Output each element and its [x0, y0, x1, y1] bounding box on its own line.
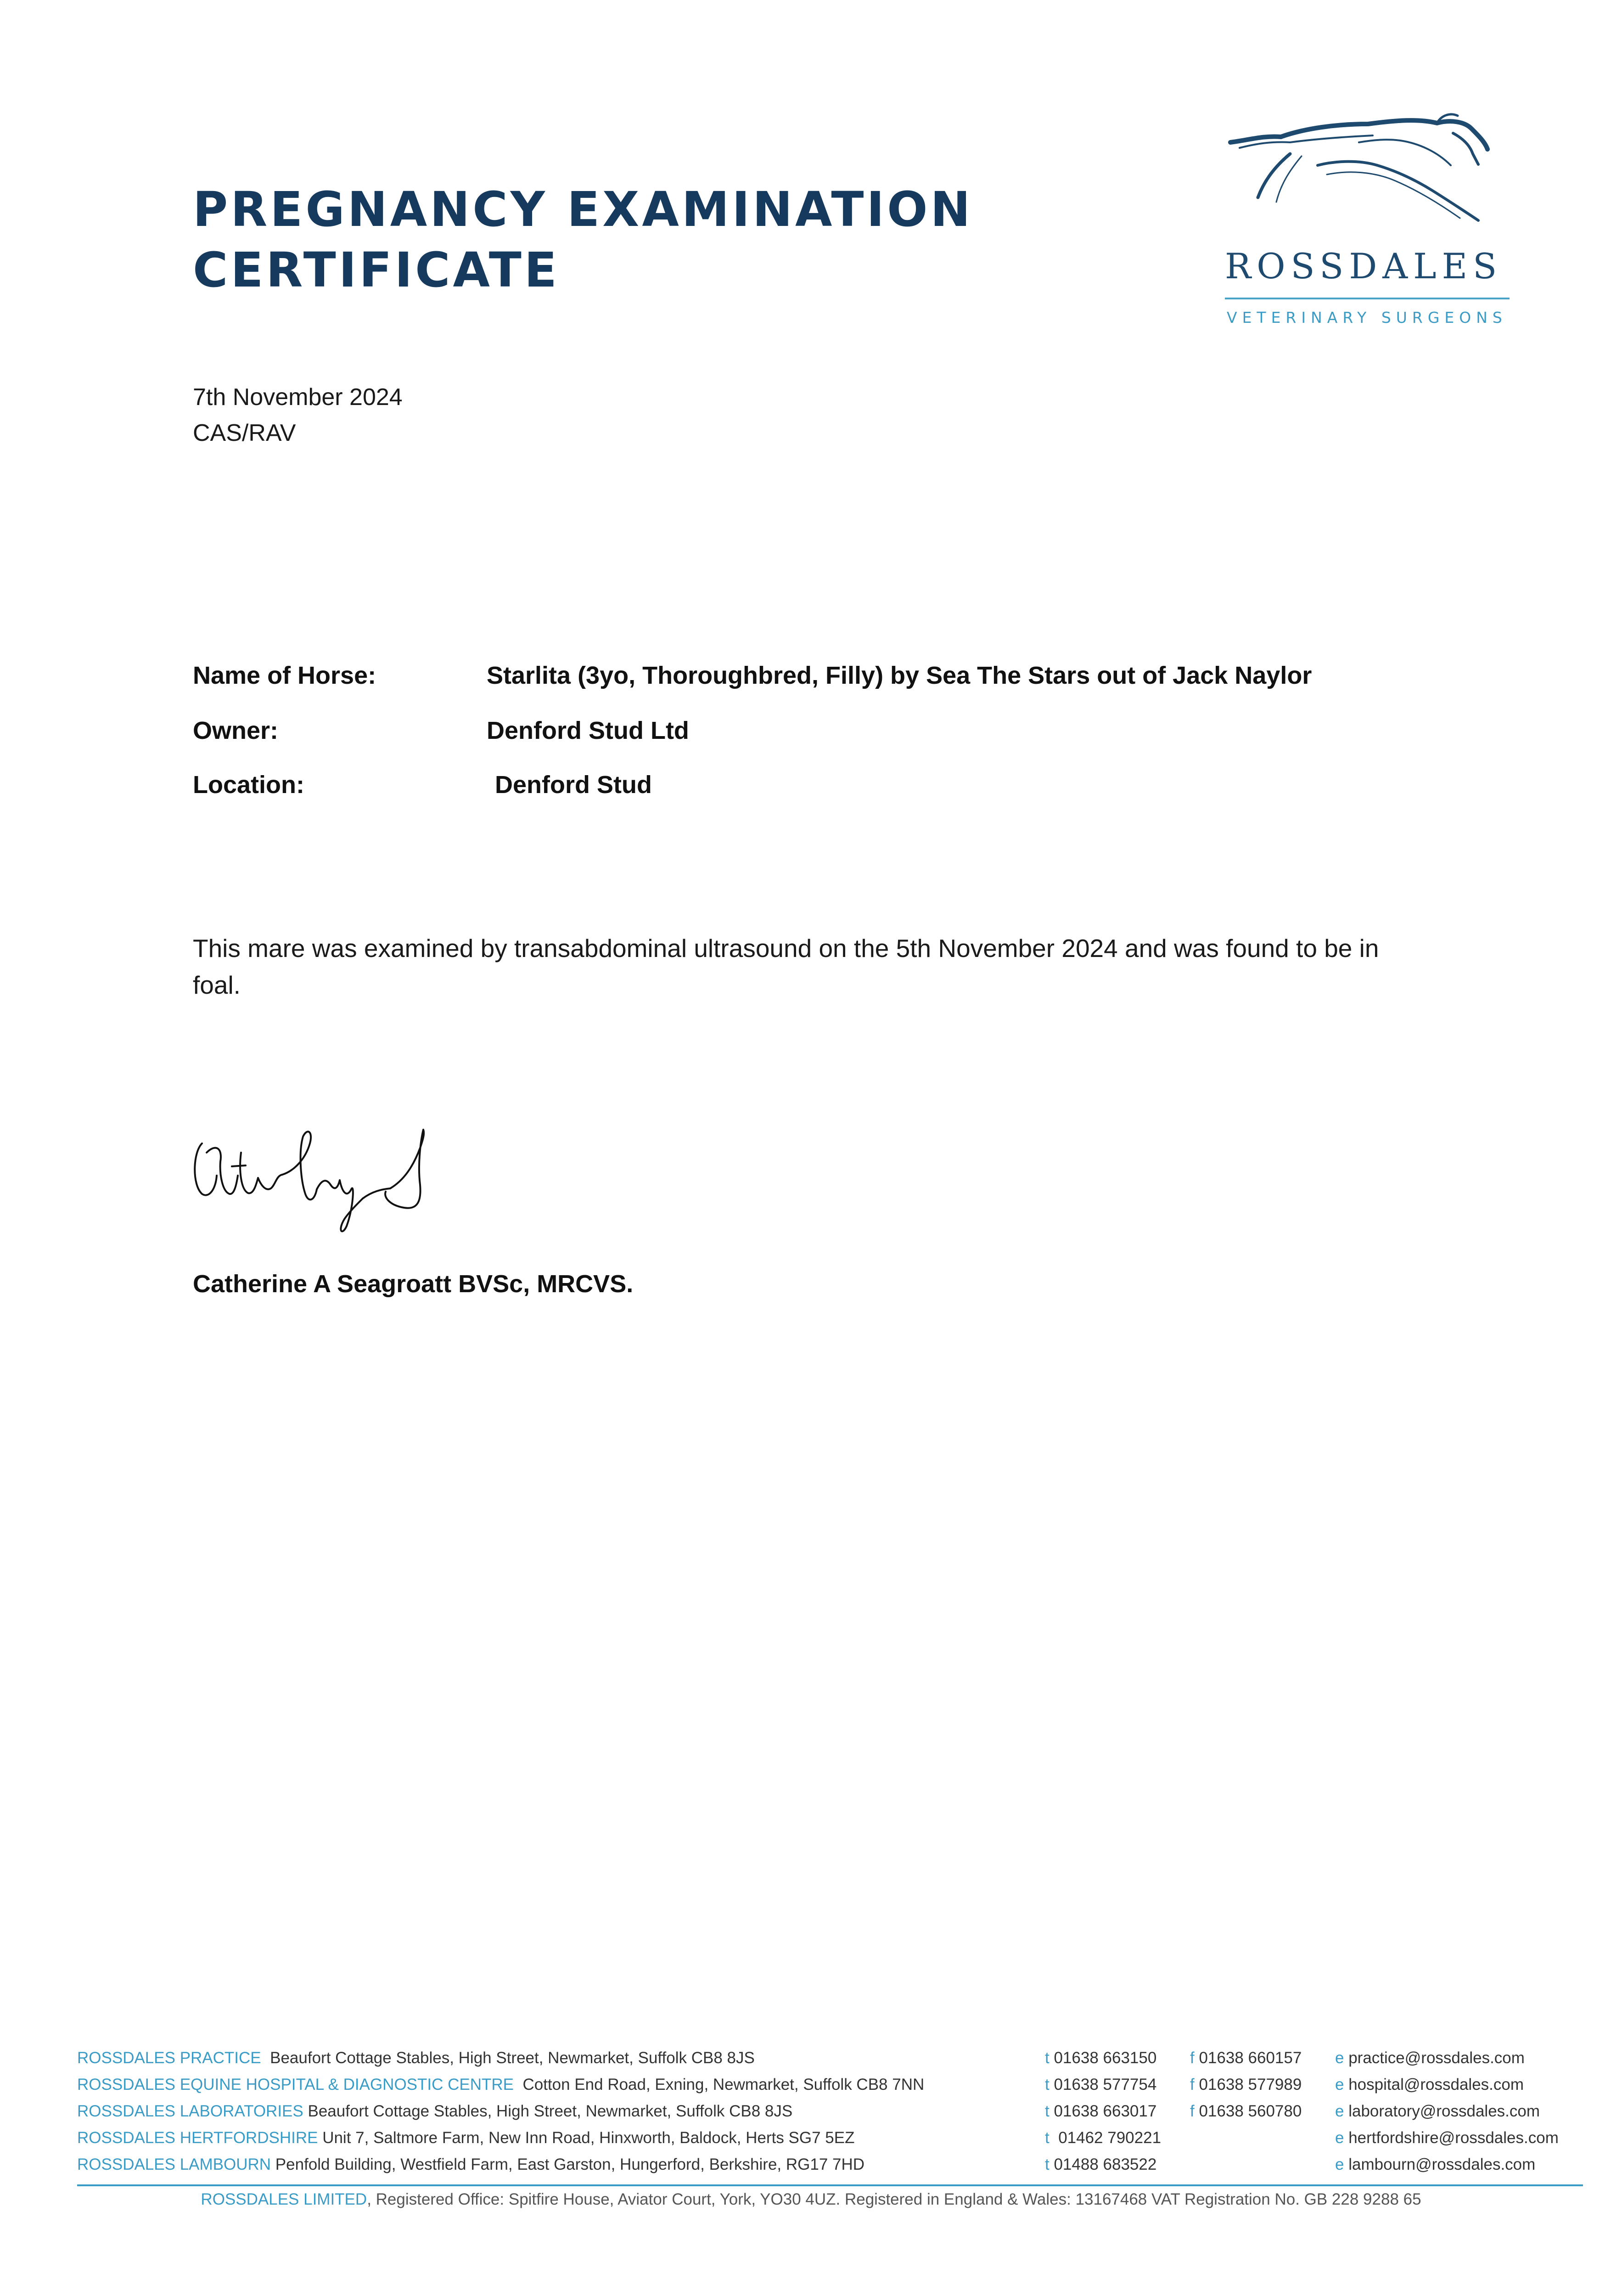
logo-wordmark: ROSSDALES [1225, 246, 1503, 287]
owner-label: Owner: [193, 717, 279, 744]
footer-office-address: Cotton End Road, Exning, Newmarket, Suffolk CB8 7NN [522, 2076, 925, 2093]
fax-label: f [1190, 2076, 1195, 2093]
footer-row [77, 2049, 1583, 2076]
letter-reference: CAS/RAV [193, 420, 296, 446]
email-label: e [1335, 2102, 1344, 2120]
footer-row [77, 2076, 1583, 2102]
horse-logo-icon [1221, 110, 1515, 340]
fax-label: f [1190, 2049, 1195, 2067]
location-label: Location: [193, 771, 304, 799]
registration-company: ROSSDALES LIMITED [201, 2190, 367, 2208]
title-line-2: CERTIFICATE [193, 242, 560, 298]
footer-email[interactable]: hospital@rossdales.com [1348, 2076, 1524, 2093]
signatory-name: Catherine A Seagroatt BVSc, MRCVS. [193, 1270, 634, 1298]
email-label: e [1335, 2076, 1344, 2093]
footer-office-name: ROSSDALES EQUINE HOSPITAL & DIAGNOSTIC CENTRE [77, 2076, 514, 2093]
footer-office-name: ROSSDALES LABORATORIES [77, 2102, 303, 2120]
footer-contacts [77, 2049, 1583, 2182]
logo-tagline: VETERINARY SURGEONS [1227, 309, 1507, 326]
footer-office-name: ROSSDALES HERTFORDSHIRE [77, 2129, 318, 2147]
letter-date: 7th November 2024 [193, 384, 403, 411]
footer-tel: 01462 790221 [1058, 2129, 1162, 2147]
footer-email[interactable]: practice@rossdales.com [1348, 2049, 1525, 2067]
footer-email[interactable]: laboratory@rossdales.com [1348, 2102, 1540, 2120]
tel-label: t [1045, 2049, 1050, 2067]
horse-name-label: Name of Horse: [193, 662, 376, 689]
owner-value: Denford Stud Ltd [487, 717, 689, 744]
footer-tel: 01638 663017 [1054, 2102, 1157, 2120]
footer-row [77, 2155, 1583, 2182]
horse-name-value: Starlita (3yo, Thoroughbred, Filly) by Sea The Stars out of Jack Naylor [487, 662, 1312, 689]
footer-tel: 01638 577754 [1054, 2076, 1157, 2093]
footer-row [77, 2102, 1583, 2129]
letter-meta [193, 379, 403, 451]
email-label: e [1335, 2129, 1344, 2147]
footer-email[interactable]: hertfordshire@rossdales.com [1348, 2129, 1559, 2147]
footer-office-address: Beaufort Cottage Stables, High Street, Newmarket, Suffolk CB8 8JS [308, 2102, 793, 2120]
certificate-title [193, 179, 973, 300]
footer-fax: 01638 560780 [1199, 2102, 1302, 2120]
footer-office-address: Beaufort Cottage Stables, High Street, Newmarket, Suffolk CB8 8JS [270, 2049, 755, 2067]
footer-office-name: ROSSDALES PRACTICE [77, 2049, 261, 2067]
footer-office-address: Penfold Building, Westfield Farm, East Garston, Hungerford, Berkshire, RG17 7HD [275, 2155, 865, 2173]
fax-label: f [1190, 2102, 1195, 2120]
footer-tel: 01638 663150 [1054, 2049, 1157, 2067]
footer-office-name: ROSSDALES LAMBOURN [77, 2155, 271, 2173]
handwritten-signature [188, 1116, 445, 1240]
email-label: e [1335, 2155, 1344, 2173]
tel-label: t [1045, 2129, 1050, 2147]
examination-statement: This mare was examined by transabdominal ultrasound on the 5th November 2024 and was found to be in foal. [193, 934, 1379, 999]
footer-fax: 01638 577989 [1199, 2076, 1302, 2093]
logo-divider [1225, 298, 1510, 299]
registration-details: , Registered Office: Spitfire House, Aviator Court, York, YO30 4UZ. Registered in England & Wales: 13167468 VAT Registration No. GB 228 9288 65 [367, 2190, 1421, 2208]
footer-tel: 01488 683522 [1054, 2155, 1157, 2173]
footer-email[interactable]: lambourn@rossdales.com [1348, 2155, 1536, 2173]
tel-label: t [1045, 2102, 1050, 2120]
footer-registration [0, 2190, 1622, 2209]
title-line-1: PREGNANCY EXAMINATION [193, 181, 973, 237]
email-label: e [1335, 2049, 1344, 2067]
footer-row [77, 2129, 1583, 2155]
tel-label: t [1045, 2155, 1050, 2173]
footer-divider [77, 2184, 1583, 2186]
location-value: Denford Stud [495, 771, 652, 799]
footer-office-address: Unit 7, Saltmore Farm, New Inn Road, Hinxworth, Baldock, Herts SG7 5EZ [322, 2129, 855, 2147]
tel-label: t [1045, 2076, 1050, 2093]
footer-fax: 01638 660157 [1199, 2049, 1302, 2067]
